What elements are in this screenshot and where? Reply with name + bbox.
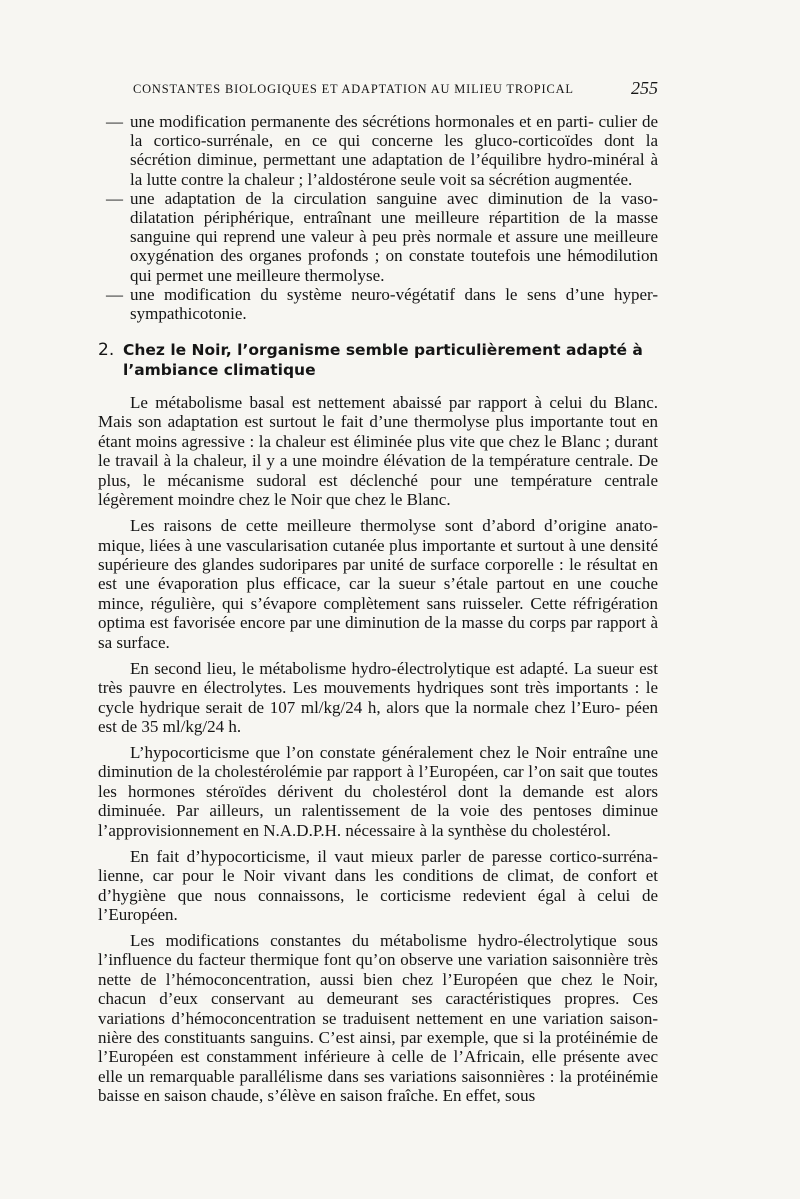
list-item: [98, 285, 658, 323]
dash-list: [98, 112, 658, 323]
list-item-text: une adaptation de la circulation sanguine avec diminution de la vaso- dilatation périphérique, entraînant une meilleure répartition de la masse sanguine qui reprend une valeur à peu près normale et assure une meilleure oxygénation des organes profonds ; on constate toutefois une hémodilution qui permet une meilleure thermolyse.: [130, 188, 658, 285]
running-title: CONSTANTES BIOLOGIQUES ET ADAPTATION AU MILIEU TROPICAL: [133, 82, 574, 96]
running-head: [98, 78, 658, 102]
body-text: [98, 393, 658, 1106]
dash-bullet: —: [106, 284, 123, 304]
section-number: 2.: [98, 340, 115, 361]
book-page: [98, 78, 658, 1106]
paragraph: L’hypocorticisme que l’on constate généralement chez le Noir entraîne une diminution de la cholestérolémie par rapport à l’Européen, car l’on sait que toutes les hormones stéroïdes dérivent du cholestérol dont la demande est alors diminuée. Par ailleurs, un ralentissement de la voie des pentoses diminue l’approvisionnement en N.A.D.P.H. nécessaire à la synthèse du cholestérol.: [98, 743, 658, 840]
paragraph: En second lieu, le métabolisme hydro-électrolytique est adapté. La sueur est très pauvre en électrolytes. Les mouvements hydriques sont très importants : le cycle hydrique serait de 107 ml/kg/24 h, alors que la normale chez l’Euro- péen est de 35 ml/kg/24 h.: [98, 658, 658, 736]
section-heading: [98, 341, 658, 380]
section-title: Chez le Noir, l’organisme semble particulièrement adapté à l’ambiance climatique: [123, 341, 643, 379]
paragraph: En fait d’hypocorticisme, il vaut mieux parler de paresse cortico-surréna- lienne, car pour le Noir vivant dans les conditions de climat, de confort et d’hygiène que nous connaissons, le corticisme redevient égal à celui de l’Européen.: [98, 846, 658, 924]
paragraph: Les raisons de cette meilleure thermolyse sont d’abord d’origine anato- mique, liées à une vascularisation cutanée plus importante et surtout à une densité supérieure des glandes sudoripares par unité de surface corporelle : le résultat en est une évaporation plus efficace, car la sueur s’étale partout en une couche mince, régulière, qui s’évapore complètement sans ruisseler. Cette réfrigération optima est favorisée encore par une diminution de la masse du corps par rapport à sa surface.: [98, 516, 658, 652]
dash-bullet: —: [106, 188, 123, 208]
list-item: [98, 112, 658, 189]
list-item-text: une modification permanente des sécrétions hormonales et en parti- culier de la cortico-surrénale, en ce qui concerne les gluco-corticoïdes dont la sécrétion diminue, permettant une adaptation de l’équilibre hydro-minéral à la lutte contre la chaleur ; l’aldostérone seule voit sa sécrétion augmentée.: [130, 112, 658, 189]
paragraph: Les modifications constantes du métabolisme hydro-électrolytique sous l’influence du facteur thermique font qu’on observe une variation saisonnière très nette de l’hémoconcentration, aussi bien chez l’Européen que chez le Noir, chacun d’eux conservant au demeurant ses caractéristiques propres. Ces variations d’hémoconcentration se traduisent nettement en une variation saison- nière des constituants sanguins. C’est ainsi, par exemple, que si la protéinémie de l’Européen est constamment inférieure à celle de l’Africain, elle présente avec elle un remarquable parallélisme dans ses variations saisonnières : la protéinémie baisse en saison chaude, s’élève en saison fraîche. En effet, sous: [98, 931, 658, 1106]
list-item: [98, 189, 658, 285]
list-item-text: une modification du système neuro-végétatif dans le sens d’une hyper- sympathicotonie.: [130, 284, 658, 324]
page-number: 255: [631, 78, 658, 98]
paragraph: Le métabolisme basal est nettement abaissé par rapport à celui du Blanc. Mais son adaptation est surtout le fait d’une thermolyse plus importante tout en étant moins agressive : la chaleur est éliminée plus vite que chez le Blanc ; durant le travail à la chaleur, il y a une moindre élévation de la température centrale. De plus, le mécanisme sudoral est déclenché pour une température centrale légèrement moindre chez le Noir que chez le Blanc.: [98, 393, 658, 510]
dash-bullet: —: [106, 112, 123, 131]
